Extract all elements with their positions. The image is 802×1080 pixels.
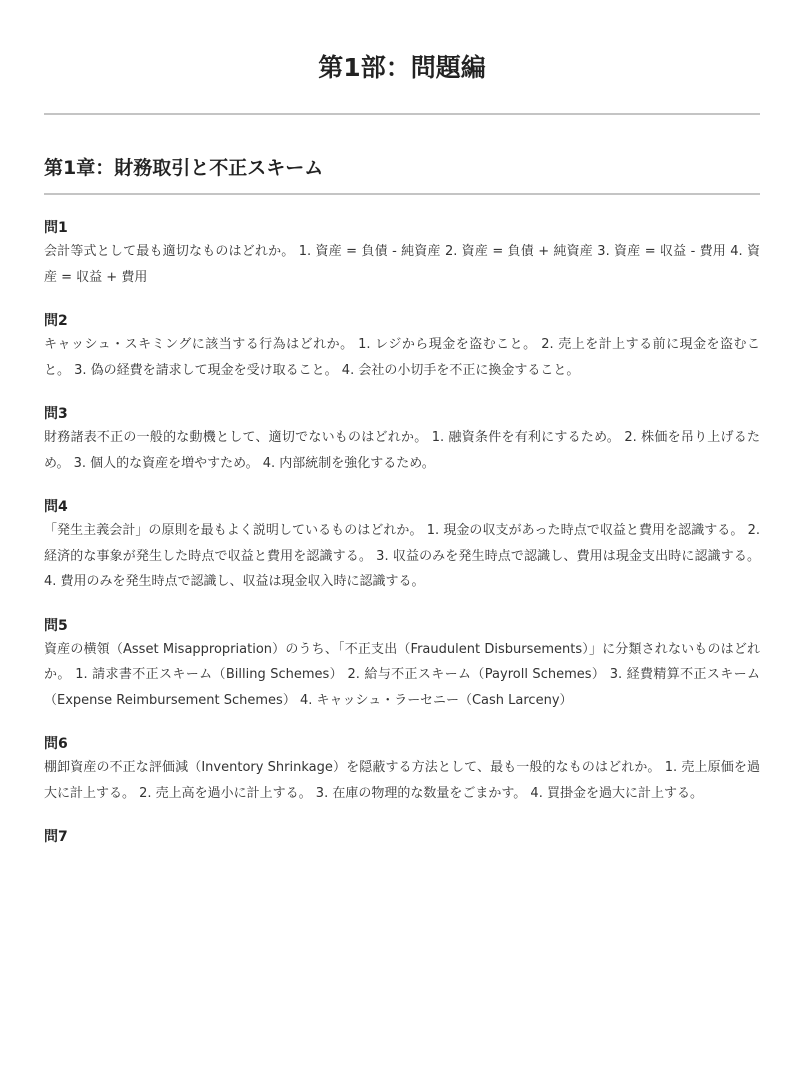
question-text: 資産の横領（Asset Misappropriation）のうち、「不正支出（Fraudulent Disbursements）」に分類されないものはどれか。 1. 請求書不正スキーム（Billing Schemes） 2. 給与不正スキーム（Payroll Schemes） 3. 経費精算不正スキーム（Expense Reimbursement Schemes） 4. キャッシュ・ラーセニー（Cash Larceny） — [44, 641, 760, 708]
question-2 — [44, 312, 760, 383]
question-list — [44, 219, 760, 846]
question-4 — [44, 498, 760, 595]
chapter-title: 第1章：財務取引と不正スキーム — [44, 157, 324, 179]
question-label: 問7 — [44, 829, 68, 845]
question-1 — [44, 219, 760, 290]
question-3 — [44, 405, 760, 476]
question-5 — [44, 617, 760, 714]
question-label: 問5 — [44, 617, 68, 634]
part-title: 第1部：問題編 — [318, 53, 486, 82]
question-label: 問1 — [44, 220, 68, 236]
question-6 — [44, 735, 760, 806]
part-divider — [44, 113, 760, 115]
question-label: 問6 — [44, 736, 68, 752]
question-text: 棚卸資産の不正な評価減（Inventory Shrinkage）を隠蔽する方法として、最も一般的なものはどれか。 1. 売上原価を過大に計上する。 2. 売上高を過小に計上する。 3. 在庫の物理的な数量をごまかす。 4. 買掛金を過大に計上する。 — [44, 760, 760, 801]
question-label: 問4 — [44, 499, 68, 515]
question-text: 財務諸表不正の一般的な動機として、適切でないものはどれか。 1. 融資条件を有利にするため。 2. 株価を吊り上げるため。 3. 個人的な資産を増やすため。 4. 内部統制を強化するため。 — [44, 430, 760, 471]
question-label: 問3 — [44, 406, 68, 422]
question-text: 「発生主義会計」の原則を最もよく説明しているものはどれか。 1. 現金の収支があった時点で収益と費用を認識する。 2. 経済的な事象が発生した時点で収益と費用を認識する。 3. 収益のみを発生時点で認識し、費用は現金支出時に認識する。 4. 費用のみを発生時点で認識し、収益は現金収入時に認識する。 — [44, 523, 760, 589]
question-7 — [44, 828, 760, 846]
chapter-divider — [44, 193, 760, 195]
question-text: 会計等式として最も適切なものはどれか。 1. 資産 = 負債 - 純資産 2. 資産 = 負債 + 純資産 3. 資産 = 収益 - 費用 4. 資産 = 収益 + 費用 — [44, 244, 760, 285]
question-text: キャッシュ・スキミングに該当する行為はどれか。 1. レジから現金を盗むこと。 2. 売上を計上する前に現金を盗むこと。 3. 偽の経費を請求して現金を受け取ること。 4. 会社の小切手を不正に換金すること。 — [44, 337, 760, 378]
question-label: 問2 — [44, 313, 68, 329]
